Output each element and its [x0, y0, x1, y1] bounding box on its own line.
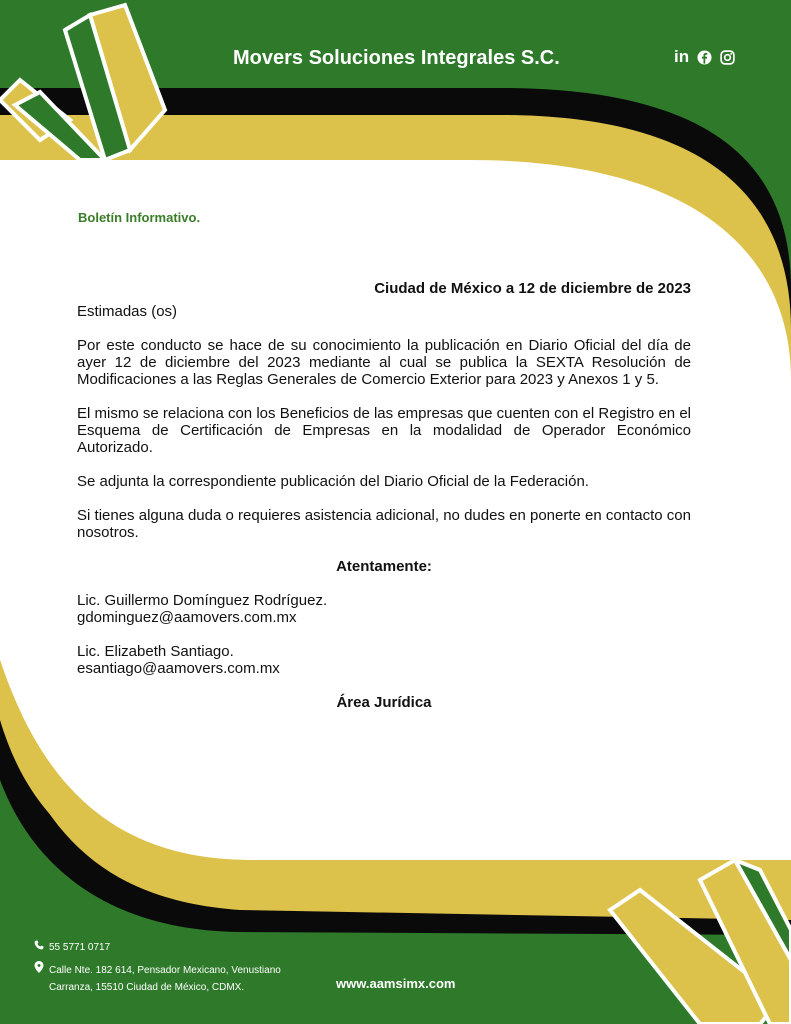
date-line: Ciudad de México a 12 de diciembre de 2023 [374, 280, 691, 297]
signer-1-email[interactable]: gdominguez@aamovers.com.mx [77, 609, 297, 626]
website-link[interactable]: www.aamsimx.com [336, 976, 456, 991]
department: Área Jurídica [336, 694, 432, 711]
paragraph-1: Por este conducto se hace de su conocimiento la publicación en Diario Oficial del día de ayer 12 de diciembre del 2023 mediante al cual se publica la SEXTA Resolución de Modificaciones a las Reglas Generales de Comercio Exterior para 2023 y Anexos 1 y 5. [77, 337, 691, 388]
phone-number[interactable]: 55 5771 0717 [49, 942, 111, 953]
salutation: Estimadas (os) [77, 303, 178, 320]
paragraph-3: Se adjunta la correspondiente publicación del Diario Oficial de la Federación. [77, 473, 589, 490]
company-name: Movers Soluciones Integrales S.C. [233, 47, 560, 69]
phone-icon [33, 939, 44, 956]
social-links [674, 47, 735, 67]
letter-body [77, 280, 691, 711]
footer-phone [33, 939, 110, 956]
closing: Atentamente: [336, 558, 432, 575]
signer-2-name: Lic. Elizabeth Santiago. [77, 643, 234, 660]
paragraph-2: El mismo se relaciona con los Beneficios de las empresas que cuenten con el Registro en el Esquema de Certificación de Empresas en la modalidad de Operador Económico Autorizado. [77, 405, 691, 456]
signer-2-email[interactable]: esantiago@aamovers.com.mx [77, 660, 280, 677]
paragraph-4: Si tienes alguna duda o requieres asistencia adicional, no dudes en ponerte en contacto con nosotros. [77, 507, 691, 541]
signer-1-name: Lic. Guillermo Domínguez Rodríguez. [77, 592, 328, 609]
footer-address [33, 961, 281, 996]
instagram-icon[interactable] [720, 47, 735, 67]
address-line-1: Calle Nte. 182 614, Pensador Mexicano, Venustiano [49, 965, 281, 976]
facebook-icon[interactable] [697, 47, 712, 67]
address-line-2: Carranza, 15510 Ciudad de México, CDMX. [49, 982, 245, 993]
location-pin-icon [33, 961, 44, 979]
bulletin-label: Boletín Informativo. [78, 210, 201, 225]
linkedin-icon[interactable]: in [674, 47, 690, 66]
